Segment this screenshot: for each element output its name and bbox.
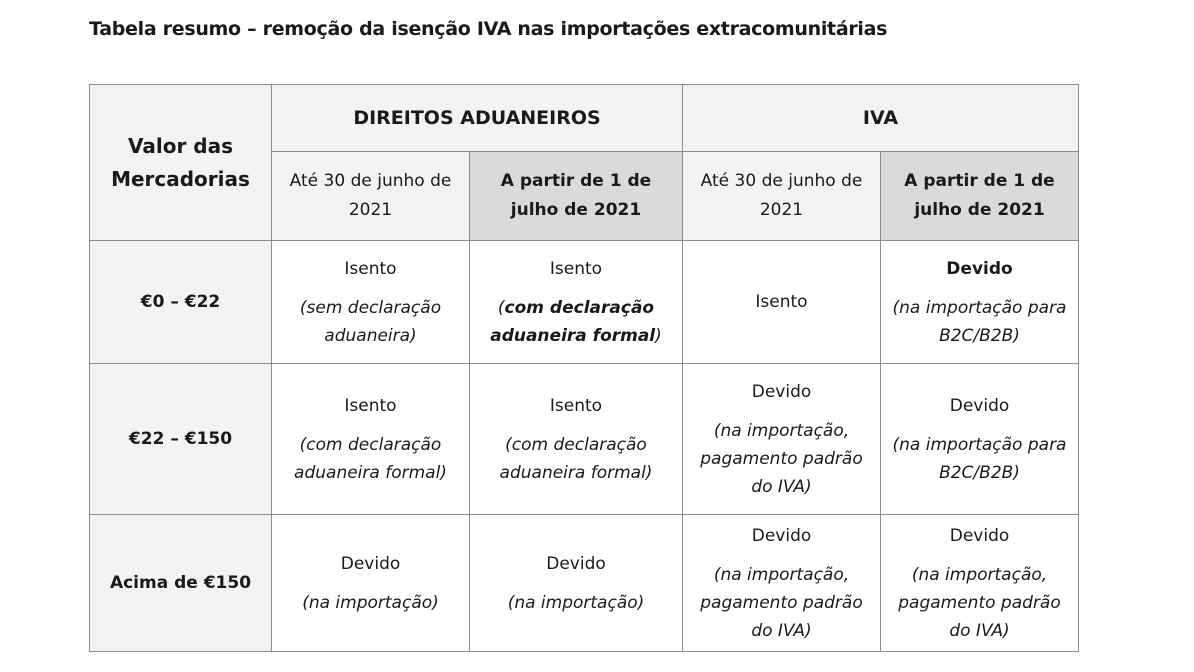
- cell-status: Isento: [549, 258, 603, 279]
- row-value: €0 – €22: [90, 241, 272, 364]
- cell-note: (com declaração aduaneira formal): [294, 434, 447, 483]
- cell-status: Isento: [549, 395, 603, 416]
- summary-table: [89, 84, 1079, 652]
- vat-from-header: A partir de 1 de julho de 2021: [881, 152, 1079, 241]
- note-paren-close: ): [655, 325, 662, 346]
- vat-until-header: Até 30 de junho de 2021: [683, 152, 881, 241]
- cell-status: Devido: [949, 525, 1010, 546]
- customs-until-cell: [272, 515, 470, 652]
- cell-note: (na importação): [507, 592, 645, 613]
- table-header-row: [90, 85, 1079, 152]
- cell-note: [476, 294, 676, 350]
- vat-from-cell: [881, 364, 1079, 515]
- table-row: [90, 241, 1079, 364]
- cell-status: Devido: [949, 395, 1010, 416]
- note-bold-text: com declaração aduaneira formal: [490, 297, 656, 346]
- customs-from-cell: [470, 241, 683, 364]
- customs-group-header: DIREITOS ADUANEIROS: [272, 85, 683, 152]
- vat-until-cell: [683, 241, 881, 364]
- cell-status: Devido: [751, 381, 812, 402]
- cell-status: Isento: [344, 258, 397, 279]
- customs-from-cell: [470, 364, 683, 515]
- cell-status: Devido: [340, 553, 401, 574]
- note-paren-open: (: [497, 297, 505, 318]
- value-column-header-label: Valor das Mercadorias: [111, 133, 250, 191]
- cell-note: (na importação, pagamento padrão do IVA): [700, 564, 863, 641]
- vat-until-cell: [683, 515, 881, 652]
- cell-note: (na importação): [302, 592, 439, 613]
- cell-note: (com declaração aduaneira formal): [499, 434, 653, 483]
- cell-status: Devido: [946, 258, 1013, 279]
- customs-from-header: A partir de 1 de julho de 2021: [470, 152, 683, 241]
- cell-note: (na importação para B2C/B2B): [892, 297, 1067, 346]
- table-row: [90, 515, 1079, 652]
- cell-status: Devido: [546, 553, 606, 574]
- cell-note: (na importação, pagamento padrão do IVA): [700, 420, 863, 497]
- vat-until-cell: [683, 364, 881, 515]
- customs-from-cell: [470, 515, 683, 652]
- value-column-header: [90, 85, 272, 241]
- cell-note: (sem declaração aduaneira): [299, 297, 442, 346]
- vat-from-cell: [881, 241, 1079, 364]
- cell-note: (na importação para B2C/B2B): [892, 434, 1067, 483]
- cell-status: Isento: [755, 291, 808, 312]
- customs-until-cell: [272, 241, 470, 364]
- customs-until-cell: [272, 364, 470, 515]
- customs-until-header: Até 30 de junho de 2021: [272, 152, 470, 241]
- table-row: [90, 364, 1079, 515]
- vat-from-cell: [881, 515, 1079, 652]
- cell-note: (na importação, pagamento padrão do IVA): [898, 564, 1061, 641]
- page-title: Tabela resumo – remoção da isenção IVA nas importações extracomunitárias: [89, 18, 888, 40]
- vat-group-header: IVA: [683, 85, 1079, 152]
- cell-status: Devido: [751, 525, 812, 546]
- cell-status: Isento: [344, 395, 397, 416]
- row-value: €22 – €150: [90, 364, 272, 515]
- row-value: Acima de €150: [90, 515, 272, 652]
